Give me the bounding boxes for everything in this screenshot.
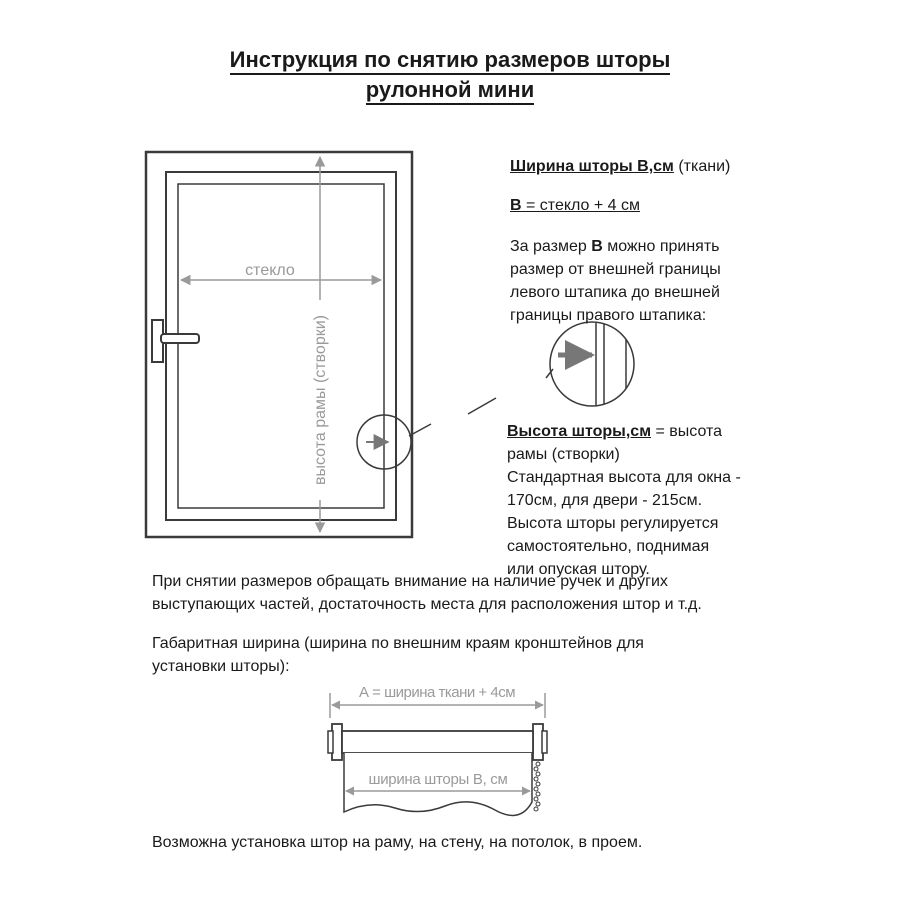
leader-dash xyxy=(460,390,500,420)
height-heading-bold: Высота шторы,см xyxy=(507,423,652,440)
height-line-4: Высота шторы регулируется xyxy=(507,515,719,532)
width-note-line-1 xyxy=(510,236,719,257)
final-note: Возможна установка штор на раму, на стену, на потолок, в проем. xyxy=(152,834,643,851)
height-line-3: 170см, для двери - 215см. xyxy=(507,492,703,509)
fabric-width-label: ширина шторы В, см xyxy=(368,771,508,788)
page-subtitle xyxy=(0,76,900,104)
window-outer-frame xyxy=(146,152,412,537)
title-line-1: Инструкция по снятию размеров шторы xyxy=(230,47,671,75)
glass-label: стекло xyxy=(245,262,295,279)
width-note-line-3: левого штапика до внешней xyxy=(510,284,720,301)
detail-circle-large xyxy=(550,322,634,406)
frame-height-label: высота рамы (створки) xyxy=(312,315,329,485)
width-note-post: можно принять xyxy=(602,238,720,255)
window-handle-lever xyxy=(161,334,199,343)
window-sash xyxy=(166,172,396,520)
gabarit-line-1: Габаритная ширина (ширина по внешним краям кронштейнов для xyxy=(152,635,644,652)
page-title xyxy=(0,46,900,74)
width-note-pre: За размер xyxy=(510,238,592,255)
width-note-bold: В xyxy=(591,238,603,255)
note-line-1: При снятии размеров обращать внимание на наличие ручек и других xyxy=(152,573,668,590)
title-line-2: рулонной мини xyxy=(366,77,534,105)
width-formula-symbol: В xyxy=(510,197,522,214)
width-note-line-2: размер от внешней границы xyxy=(510,261,721,278)
roller-tube xyxy=(342,731,533,753)
width-heading-rest: (ткани) xyxy=(673,158,731,175)
control-chain xyxy=(534,762,540,811)
height-line-2: Стандартная высота для окна - xyxy=(507,469,741,486)
height-line-6: или опуская штору. xyxy=(507,561,650,578)
width-heading-bold: Ширина шторы В,см xyxy=(510,158,674,175)
width-formula xyxy=(510,195,640,216)
roller-blind-diagram xyxy=(310,675,570,825)
height-heading xyxy=(507,421,722,442)
width-formula-rest: = стекло + 4 см xyxy=(521,197,641,214)
width-heading xyxy=(510,156,730,177)
height-line-1: рамы (створки) xyxy=(507,446,620,463)
overall-width-label: А = ширина ткани + 4см xyxy=(358,684,516,701)
window-glass xyxy=(178,184,384,508)
width-note-line-4: границы правого штапика: xyxy=(510,307,707,324)
gabarit-line-2: установки шторы): xyxy=(152,658,290,675)
detail-magnified xyxy=(540,320,650,420)
note-line-2: выступающих частей, достаточность места для расположения штор и т.д. xyxy=(152,596,702,613)
window-diagram xyxy=(120,140,440,560)
height-line-5: самостоятельно, поднимая xyxy=(507,538,710,555)
height-heading-rest: = высота xyxy=(651,423,723,440)
